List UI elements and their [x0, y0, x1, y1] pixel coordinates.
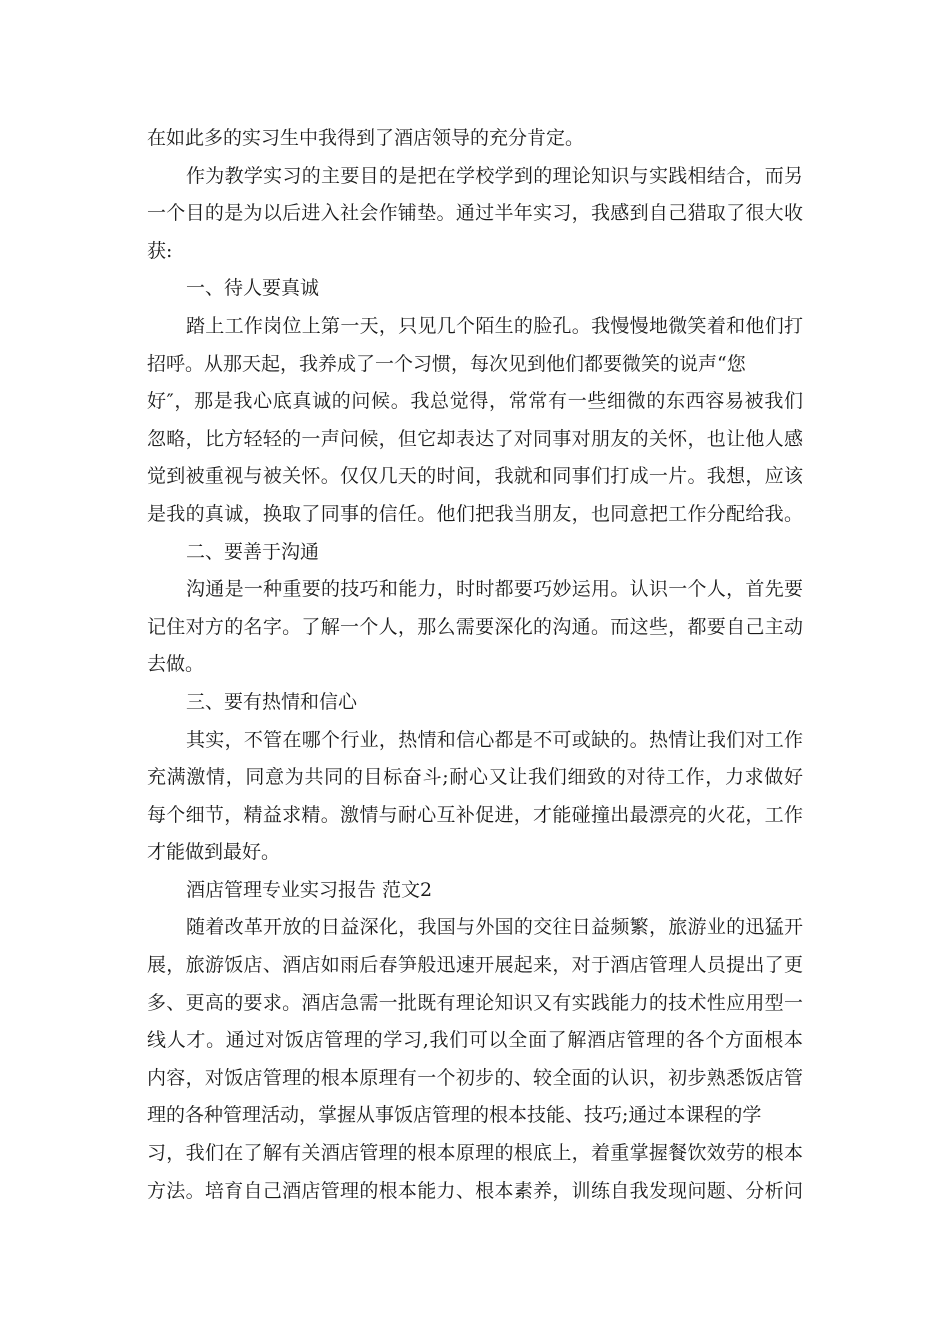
text-line: 习，我们在了解有关酒店管理的根本原理的根底上，着重掌握餐饮效劳的根本 — [147, 1142, 803, 1165]
text-line: 觉到被重视与被关怀。仅仅几天的时间，我就和同事们打成一片。我想，应该 — [147, 465, 803, 488]
text-line: 多、更高的要求。酒店急需一批既有理论知识又有实践能力的技术性应用型一 — [147, 991, 803, 1014]
paragraph-first-line: 踏上工作岗位上第一天，只见几个陌生的脸孔。我慢慢地微笑着和他们打 — [186, 314, 803, 337]
text-line: 去做。 — [147, 653, 205, 676]
text-line: 方法。培育自己酒店管理的根本能力、根本素养，训练自我发现问题、分析问 — [147, 1179, 803, 1202]
text-line: 是我的真诚，换取了同事的信任。他们把我当朋友，也同意把工作分配给我。 — [147, 502, 803, 525]
paragraph-first-line: 作为教学实习的主要目的是把在学校学到的理论知识与实践相结合，而另 — [186, 164, 803, 187]
text-line: 充满激情，同意为共同的目标奋斗;耐心又让我们细致的对待工作，力求做好 — [147, 766, 803, 789]
text-line: 展，旅游饭店、酒店如雨后春笋般迅速开展起来，对于酒店管理人员提出了更 — [147, 954, 803, 977]
text-line: 内容，对饭店管理的根本原理有一个初步的、较全面的认识，初步熟悉饭店管 — [147, 1066, 803, 1089]
section-heading: 酒店管理专业实习报告 范文2 — [186, 878, 433, 901]
text-line: 记住对方的名字。了解一个人，那么需要深化的沟通。而这些，都要自己主动 — [147, 615, 803, 638]
section-heading: 三、要有热情和信心 — [186, 690, 358, 713]
text-line: 在如此多的实习生中我得到了酒店领导的充分肯定。 — [147, 127, 585, 149]
paragraph-first-line: 其实，不管在哪个行业，热情和信心都是不可或缺的。热情让我们对工作 — [186, 728, 803, 751]
text-line: 理的各种管理活动，掌握从事饭店管理的根本技能、技巧;通过本课程的学 — [147, 1104, 762, 1127]
text-line: 线人才。通过对饭店管理的学习,我们可以全面了解酒店管理的各个方面根本 — [147, 1029, 803, 1052]
text-line: 好″，那是我心底真诚的问候。我总觉得，常常有一些细微的东西容易被我们 — [147, 390, 803, 413]
paragraph-first-line: 随着改革开放的日益深化，我国与外国的交往日益频繁，旅游业的迅猛开 — [186, 916, 803, 939]
paragraph-first-line: 沟通是一种重要的技巧和能力，时时都要巧妙运用。认识一个人，首先要 — [186, 578, 803, 601]
text-line: 每个细节，精益求精。激情与耐心互补促进，才能碰撞出最漂亮的火花，工作 — [147, 803, 803, 826]
text-line: 忽略，比方轻轻的一声问候，但它却表达了对同事对朋友的关怀，也让他人感 — [147, 427, 803, 450]
text-line: 招呼。从那天起，我养成了一个习惯，每次见到他们都要微笑的说声“您 — [147, 352, 746, 375]
text-line: 获: — [147, 239, 173, 262]
section-heading: 二、要善于沟通 — [186, 540, 320, 563]
text-line: 一个目的是为以后进入社会作铺垫。通过半年实习，我感到自己猎取了很大收 — [147, 202, 803, 225]
document-body — [147, 120, 803, 1210]
text-line: 才能做到最好。 — [147, 841, 281, 864]
section-heading: 一、待人要真诚 — [186, 277, 320, 300]
